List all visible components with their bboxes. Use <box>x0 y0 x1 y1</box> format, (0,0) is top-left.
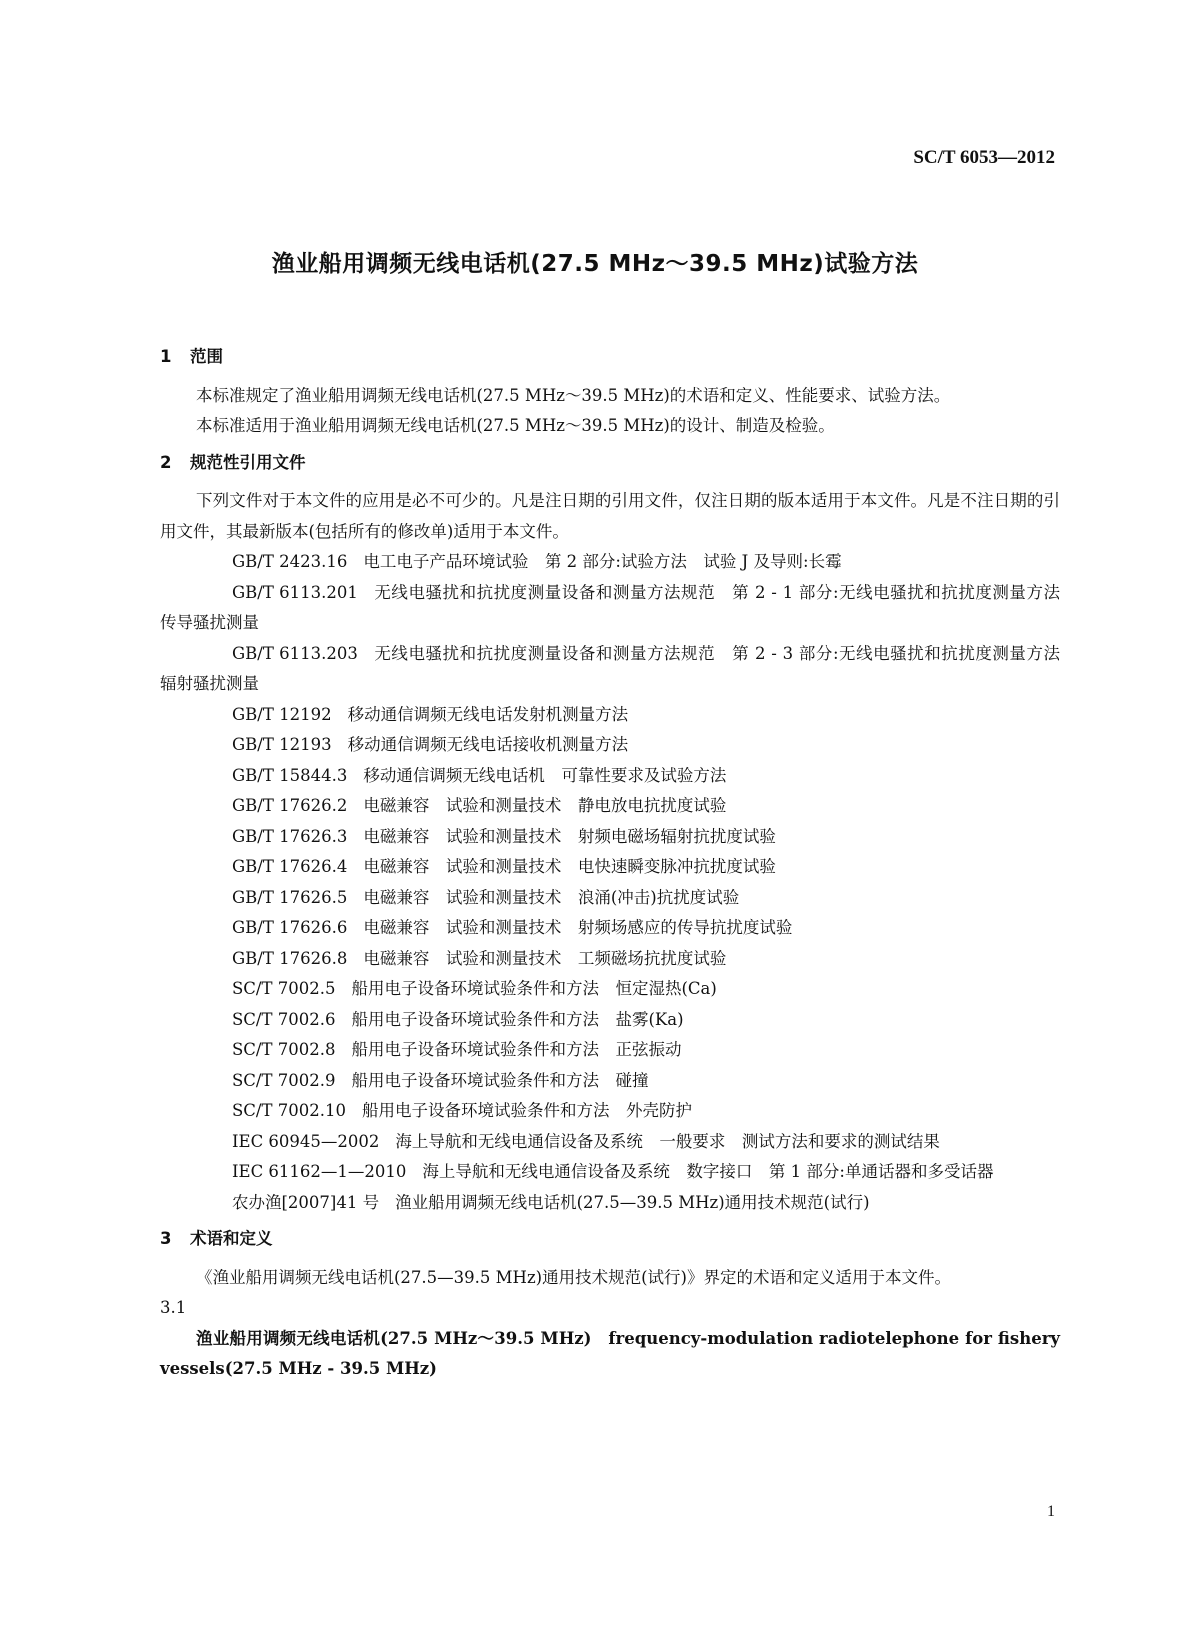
page-number: 1 <box>1047 1503 1055 1520</box>
reference-list <box>160 547 1077 1218</box>
section-1-paragraph-1: 本标准规定了渔业船用调频无线电话机(27.5 MHz～39.5 MHz)的术语和定义、性能要求、试验方法。 <box>196 385 951 405</box>
reference-item <box>160 913 1060 944</box>
section-1-number: 1 <box>160 347 172 366</box>
reference-item <box>160 578 1077 639</box>
reference-title: 无线电骚扰和抗扰度测量设备和测量方法规范 第 2 - 3 部分:无线电骚扰和抗扰度测量方法 辐射骚扰测量 <box>160 643 1077 693</box>
reference-item <box>160 1157 1060 1188</box>
reference-title: 电工电子产品环境试验 第 2 部分:试验方法 试验 J 及导则:长霉 <box>363 552 842 571</box>
standard-code: SC/T 6053—2012 <box>913 147 1055 168</box>
reference-code: 农办渔[2007]41 号 <box>232 1192 380 1212</box>
reference-code: GB/T 17626.6 <box>232 918 348 937</box>
reference-code: SC/T 7002.6 <box>232 1009 336 1029</box>
reference-item <box>160 883 1060 914</box>
reference-item <box>160 700 1060 731</box>
reference-title: 船用电子设备环境试验条件和方法 外壳防护 <box>361 1101 692 1120</box>
reference-item <box>160 944 1060 975</box>
reference-title: 无线电骚扰和抗扰度测量设备和测量方法规范 第 2 - 1 部分:无线电骚扰和抗扰度测量方法 传导骚扰测量 <box>160 582 1077 632</box>
reference-code: SC/T 7002.9 <box>232 1070 336 1090</box>
reference-title: 船用电子设备环境试验条件和方法 正弦振动 <box>351 1040 682 1059</box>
reference-title: 电磁兼容 试验和测量技术 射频场感应的传导抗扰度试验 <box>363 918 793 937</box>
section-3-intro: 《渔业船用调频无线电话机(27.5—39.5 MHz)通用技术规范(试行)》界定的术语和定义适用于本文件。 <box>196 1267 951 1287</box>
reference-title: 船用电子设备环境试验条件和方法 碰撞 <box>351 1070 649 1090</box>
reference-code: GB/T 6113.201 <box>232 582 358 602</box>
reference-title: 船用电子设备环境试验条件和方法 恒定湿热(Ca) <box>351 979 717 998</box>
reference-code: GB/T 6113.203 <box>232 643 358 663</box>
reference-item <box>160 761 1060 792</box>
reference-item <box>160 1188 1060 1219</box>
section-3-number: 3 <box>160 1229 172 1248</box>
reference-item <box>160 852 1060 883</box>
document-title: 渔业船用调频无线电话机(27.5 MHz～39.5 MHz)试验方法 <box>271 251 919 277</box>
reference-item <box>160 974 1060 1005</box>
reference-item <box>160 1127 1060 1158</box>
reference-title: 移动通信调频无线电话接收机测量方法 <box>347 735 629 754</box>
reference-item <box>160 547 1060 578</box>
reference-code: SC/T 7002.10 <box>232 1101 346 1120</box>
reference-code: SC/T 7002.5 <box>232 979 336 998</box>
section-2-title: 规范性引用文件 <box>190 452 306 472</box>
reference-item <box>160 1005 1060 1036</box>
clause-number: 3.1 <box>160 1298 187 1317</box>
reference-item <box>160 639 1077 700</box>
reference-title: 船用电子设备环境试验条件和方法 盐雾(Ka) <box>351 1009 684 1029</box>
reference-item <box>160 791 1060 822</box>
reference-code: GB/T 12193 <box>232 735 332 754</box>
reference-code: IEC 61162—1—2010 <box>232 1162 407 1181</box>
reference-code: GB/T 12192 <box>232 704 332 724</box>
section-3-title: 术语和定义 <box>190 1229 273 1248</box>
reference-title: 电磁兼容 试验和测量技术 静电放电抗扰度试验 <box>363 796 727 815</box>
reference-code: GB/T 2423.16 <box>232 552 348 571</box>
reference-title: 电磁兼容 试验和测量技术 浪涌(冲击)抗扰度试验 <box>363 887 740 907</box>
reference-item <box>160 730 1060 761</box>
reference-code: GB/T 17626.2 <box>232 796 348 815</box>
section-3-heading <box>160 1224 1060 1255</box>
section-2-intro: 下列文件对于本文件的应用是必不可少的。凡是注日期的引用文件，仅注日期的版本适用于本文件。凡是不注日期的引用文件，其最新版本(包括所有的修改单)适用于本文件。 <box>160 491 1060 541</box>
reference-code: GB/T 17626.3 <box>232 826 348 846</box>
reference-code: GB/T 17626.8 <box>232 948 348 968</box>
reference-title: 电磁兼容 试验和测量技术 射频电磁场辐射抗扰度试验 <box>363 826 776 846</box>
reference-code: SC/T 7002.8 <box>232 1040 336 1059</box>
section-1-heading <box>160 342 1060 373</box>
section-2-number: 2 <box>160 452 172 472</box>
reference-item <box>160 822 1060 853</box>
reference-title: 渔业船用调频无线电话机(27.5—39.5 MHz)通用技术规范(试行) <box>395 1192 870 1212</box>
section-1-paragraph-2: 本标准适用于渔业船用调频无线电话机(27.5 MHz～39.5 MHz)的设计、制造及检验。 <box>196 416 835 435</box>
reference-title: 电磁兼容 试验和测量技术 电快速瞬变脉冲抗扰度试验 <box>363 857 776 876</box>
reference-code: GB/T 15844.3 <box>232 765 348 785</box>
reference-title: 移动通信调频无线电话发射机测量方法 <box>347 704 629 724</box>
reference-title: 海上导航和无线电通信设备及系统 一般要求 测试方法和要求的测试结果 <box>395 1131 940 1151</box>
reference-title: 海上导航和无线电通信设备及系统 数字接口 第 1 部分:单通话器和多受话器 <box>422 1162 994 1181</box>
reference-item <box>160 1035 1060 1066</box>
reference-code: GB/T 17626.4 <box>232 857 348 876</box>
section-1-title: 范围 <box>190 347 223 366</box>
reference-code: GB/T 17626.5 <box>232 887 348 907</box>
reference-title: 移动通信调频无线电话机 可靠性要求及试验方法 <box>363 765 727 785</box>
reference-item <box>160 1096 1060 1127</box>
term-definition: 渔业船用调频无线电话机(27.5 MHz～39.5 MHz) frequency-modulation radiotelephone for fishery vessels(27.5 MHz - 39.5 MHz) <box>160 1328 1060 1378</box>
reference-title: 电磁兼容 试验和测量技术 工频磁场抗扰度试验 <box>363 948 727 968</box>
reference-item <box>160 1066 1060 1097</box>
reference-code: IEC 60945—2002 <box>232 1131 380 1151</box>
section-2-heading <box>160 448 1060 479</box>
document-body <box>160 338 1077 1385</box>
